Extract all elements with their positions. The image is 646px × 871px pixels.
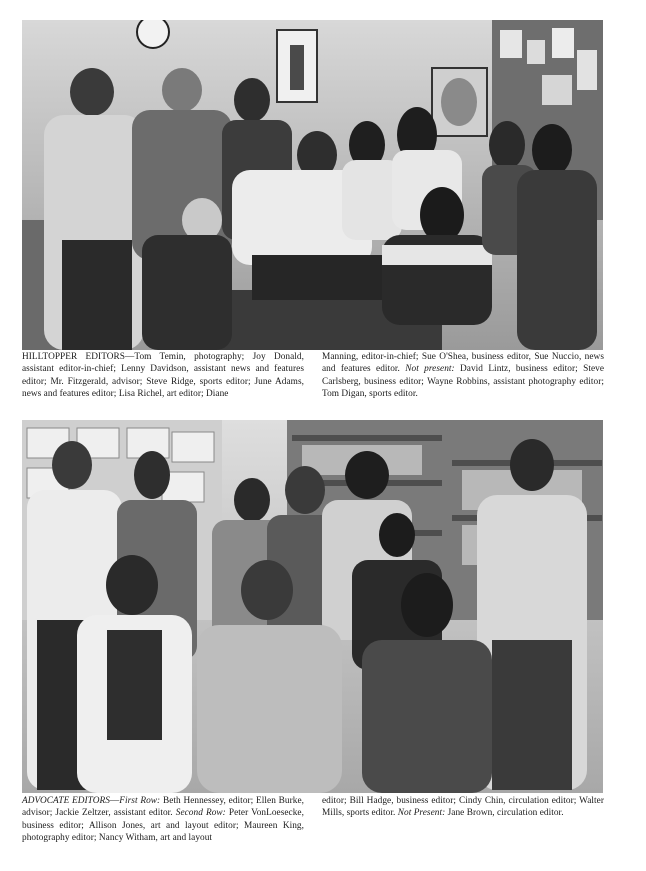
advocate-caption-names-3: editor; Bill Hadge, business editor; Cindy Chin, circulation editor; Walter Mills, sports editor. <box>322 796 604 819</box>
hilltopper-photo-illustration <box>22 20 603 350</box>
advocate-caption-names-1: Beth Hennessey, editor; Ellen Burke, advisor; Jackie Zeltzer, assistant editor. <box>22 796 304 819</box>
wall-clock-icon <box>137 20 169 48</box>
hilltopper-not-present-label: Not present: <box>405 364 455 375</box>
advocate-caption-names-4: Jane Brown, circulation editor. <box>447 808 564 819</box>
hilltopper-caption-heading: HILLTOPPER EDITORS <box>22 352 125 362</box>
advocate-not-present-label: Not Present: <box>397 808 446 819</box>
advocate-caption <box>22 795 604 845</box>
hilltopper-editors-photo <box>22 20 603 350</box>
hilltopper-caption-col-1 <box>22 351 304 401</box>
advocate-caption-col-1 <box>22 795 304 845</box>
hilltopper-caption-names-2: Manning, editor-in-chief; Sue O'Shea, business editor, Sue Nuccio, news and features editor. <box>322 352 604 375</box>
advocate-editors-photo <box>22 420 603 793</box>
advocate-caption-names-2: Peter VonLoesecke, business editor; Allison Jones, art and layout editor; Maureen King, photography editor; Nancy Witham, art and layout <box>22 808 304 844</box>
advocate-first-row-label: First Row: <box>119 796 161 806</box>
hilltopper-caption-names-3: David Lintz, business editor; Steve Carlsberg, business editor; Wayne Robbins, assistant photography editor; Tom Digan, sports editor. <box>322 364 604 400</box>
hilltopper-caption-col-2 <box>322 351 604 401</box>
caption-dash: — <box>109 796 120 806</box>
advocate-caption-col-2 <box>322 795 604 845</box>
hilltopper-caption-names-1: Tom Temin, photography; Joy Donald, assistant editor-in-chief; Lenny Davidson, assistant news and features editor; Mr. Fitzgerald, advisor; Steve Ridge, sports editor; June Adams, news and features editor; Lisa Richel, art editor; Diane <box>22 352 304 400</box>
advocate-caption-heading: ADVOCATE EDITORS <box>22 796 110 806</box>
hilltopper-caption <box>22 351 604 401</box>
caption-dash: — <box>125 352 135 362</box>
advocate-photo-illustration <box>22 420 603 793</box>
advocate-second-row-label: Second Row: <box>175 808 226 819</box>
